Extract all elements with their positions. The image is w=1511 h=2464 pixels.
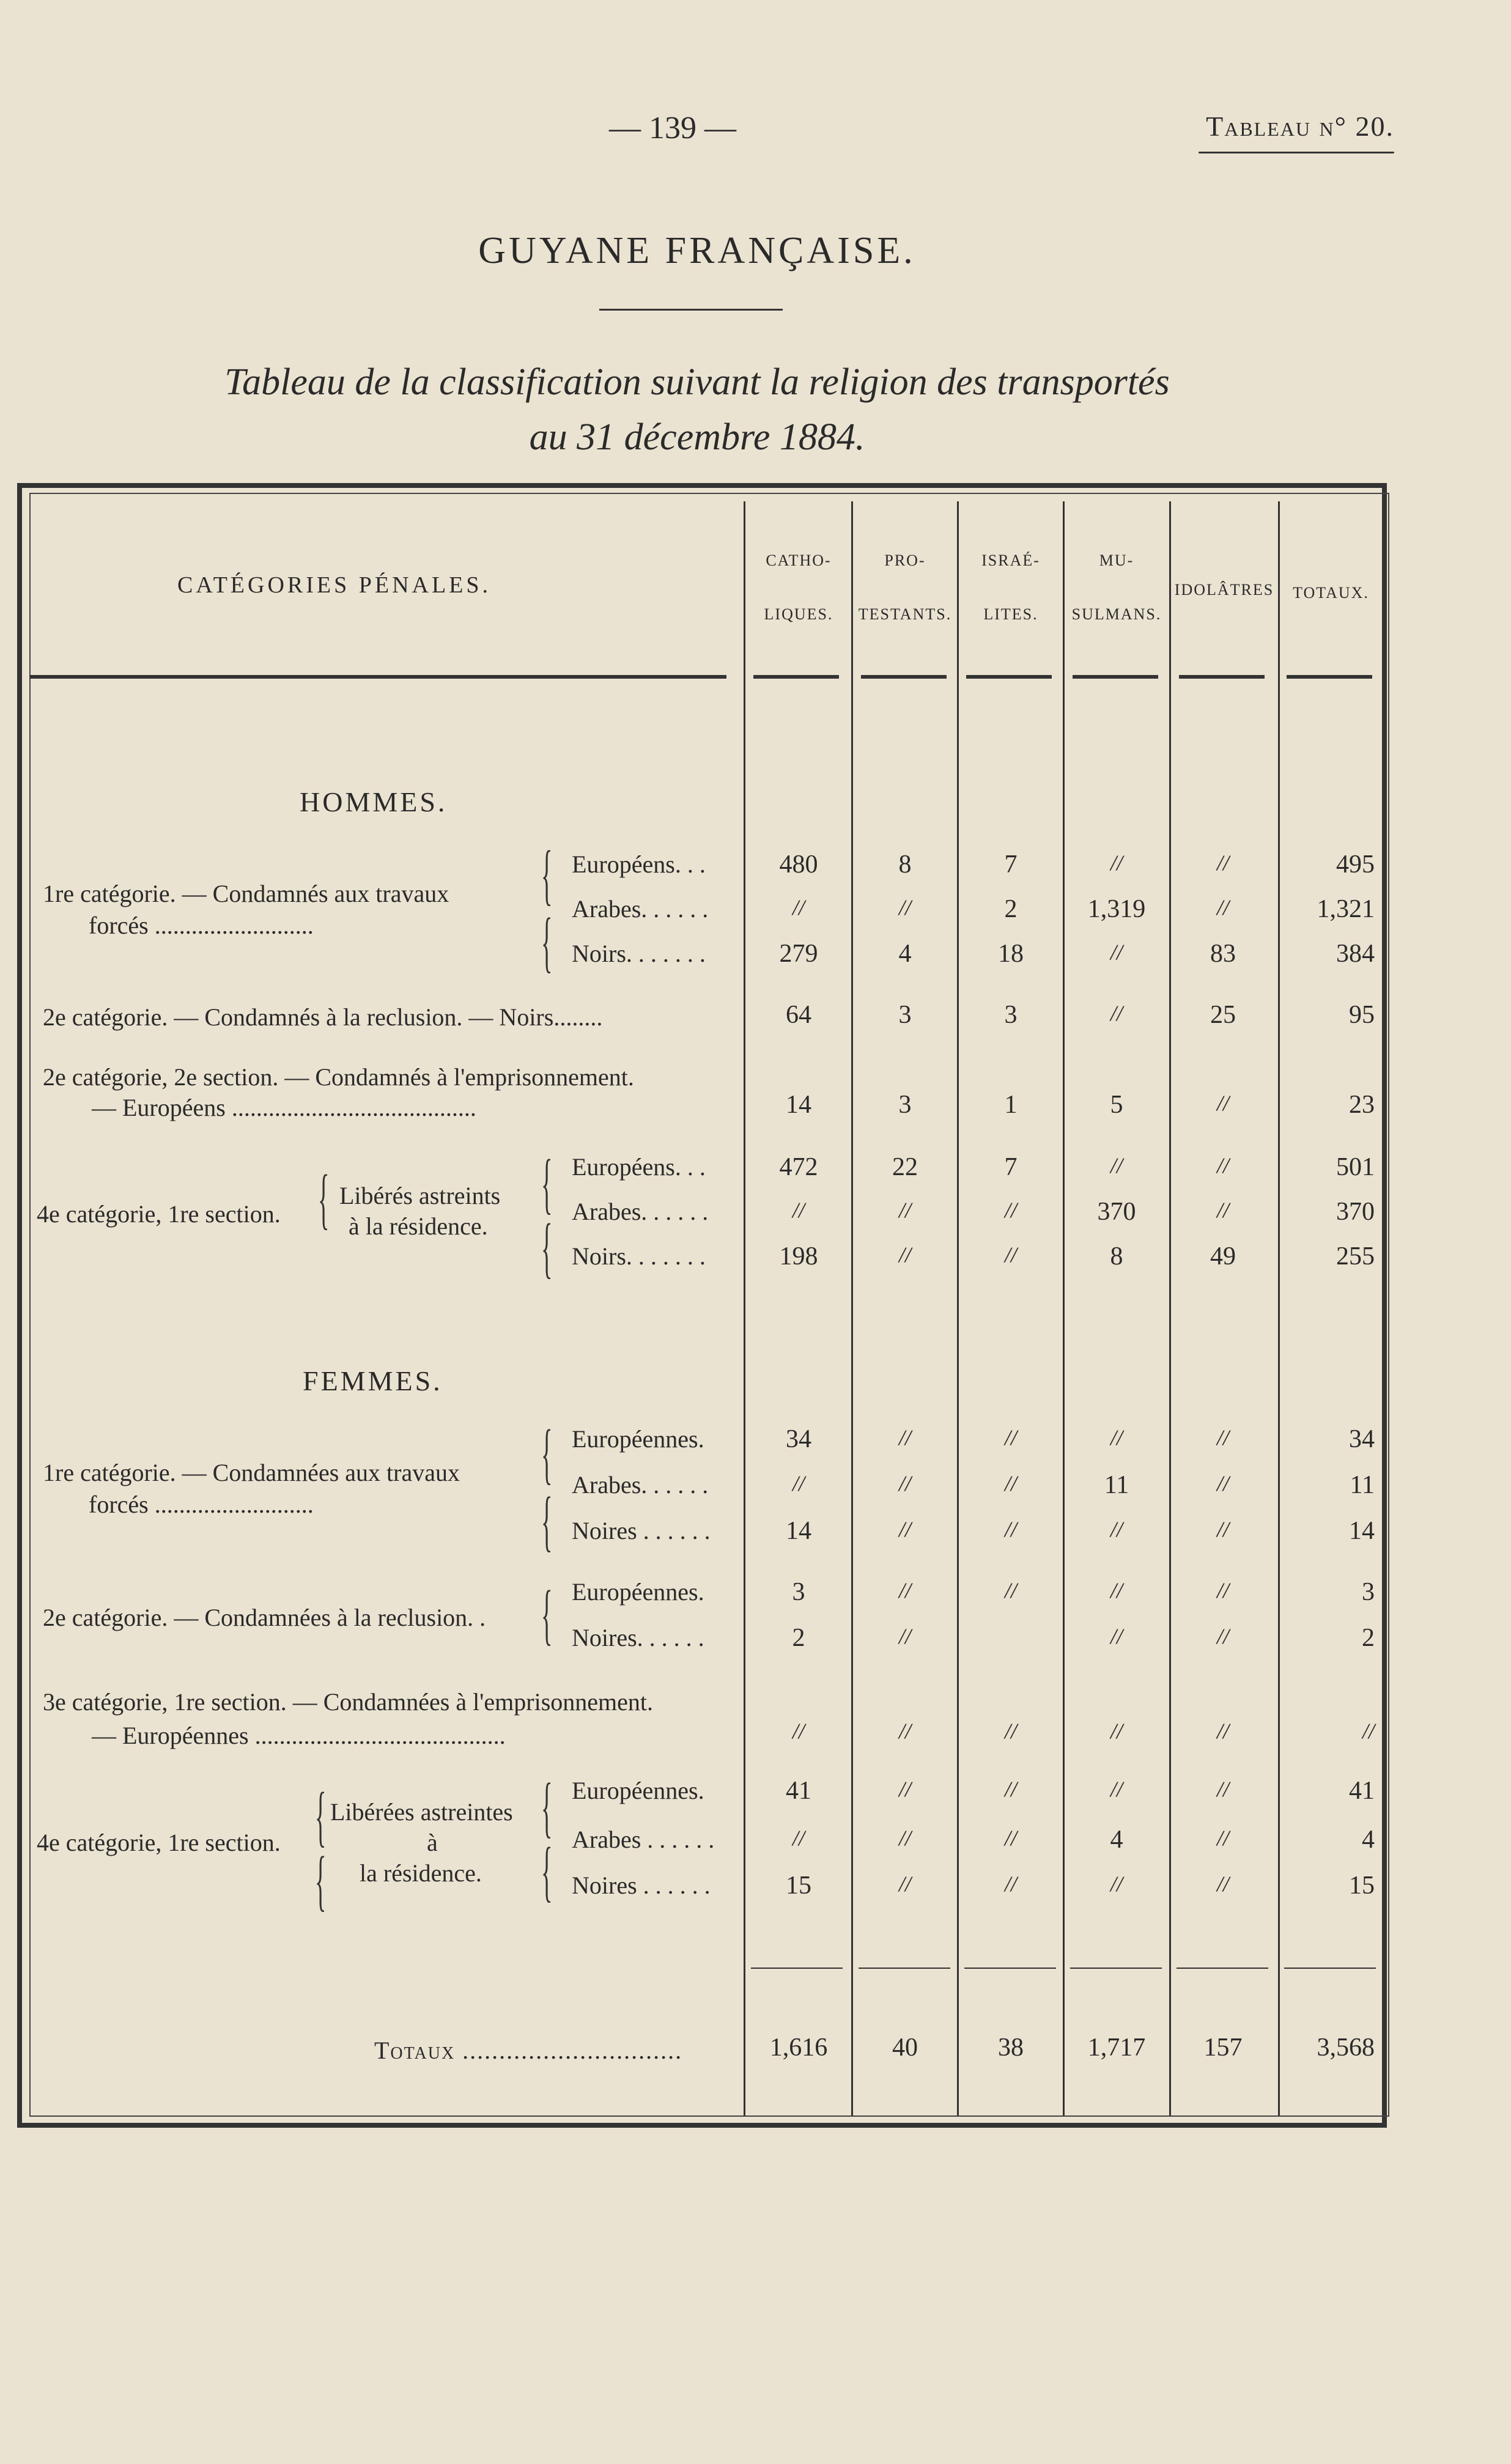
brace-icon: { (541, 1416, 553, 1491)
hommes-value-cell: 1,321 (1317, 895, 1375, 923)
hommes-value-cell: // (1110, 850, 1123, 875)
femmes-value-cell: // (1216, 1425, 1229, 1450)
header-rule (1073, 675, 1158, 679)
femmes-row-label: Noires . . . . . . (572, 1517, 711, 1544)
header-rule (966, 675, 1052, 679)
femmes-value-cell: // (1216, 1777, 1229, 1801)
femmes-row-label: Noires. . . . . . (572, 1624, 704, 1651)
hommes-cat3-line1: 2e catégorie, 2e section. — Condamnés à l'emprisonnement. (43, 1063, 634, 1091)
hommes-value-cell: 95 (1349, 1001, 1375, 1029)
femmes-value-cell: // (1216, 1517, 1229, 1541)
femmes-value-cell: 15 (1349, 1872, 1375, 1900)
hommes-row-label: Arabes. . . . . . (572, 895, 709, 923)
totals-value-cell: 3,568 (1317, 2034, 1375, 2062)
header-catholiques-2: LIQUES. (764, 605, 833, 623)
femmes-value-cell: // (1004, 1826, 1017, 1850)
femmes-value-cell: // (1110, 1719, 1123, 1743)
femmes-value-cell: 11 (1350, 1471, 1375, 1499)
header-catholiques-1: CATHO- (766, 551, 832, 569)
femmes-cat4-label: 4e catégorie, 1re section. (37, 1829, 281, 1856)
hommes-value-cell: // (1004, 1198, 1017, 1222)
femmes-cat2: 2e catégorie. — Condamnées à la reclusion. . (43, 1604, 486, 1631)
header-israelites-2: LITES. (983, 605, 1038, 623)
country-title: GUYANE FRANÇAISE. (478, 230, 916, 271)
hommes-value-cell: 5 (1110, 1091, 1123, 1119)
hommes-cat1-line1: 1re catégorie. — Condamnés aux travaux (43, 880, 449, 907)
section-femmes: FEMMES. (303, 1365, 443, 1396)
femmes-value-cell: // (1004, 1425, 1017, 1450)
brace-icon: { (315, 1779, 327, 1853)
femmes-value-cell: 3 (792, 1578, 805, 1606)
totals-value-cell: 1,616 (769, 2034, 828, 2062)
femmes-value-cell: 14 (786, 1517, 811, 1545)
femmes-value-cell: // (792, 1826, 805, 1850)
hommes-cat1-line2: forcés .......................... (89, 912, 314, 939)
brace-icon: { (318, 1161, 330, 1236)
header-rule (861, 675, 947, 679)
total-rule (1284, 1968, 1376, 1969)
hommes-value-cell: // (1216, 1091, 1229, 1115)
brace-icon: { (541, 1769, 553, 1844)
femmes-row-label: Arabes. . . . . . (572, 1471, 709, 1499)
hommes-value-cell: 3 (898, 1001, 912, 1029)
femmes-cat1-line2: forcés .......................... (89, 1491, 314, 1518)
hommes-value-cell: 1,319 (1087, 895, 1146, 923)
column-divider (851, 501, 853, 2115)
table-title-line1: Tableau de la classification suivant la religion des transportés (224, 361, 1170, 403)
femmes-value-cell: // (1004, 1578, 1017, 1603)
totals-value-cell: 157 (1203, 2034, 1243, 2062)
tableau-reference-text: Tableau n° 20. (1206, 111, 1394, 142)
hommes-value-cell: 25 (1210, 1001, 1236, 1029)
femmes-value-cell: // (1110, 1578, 1123, 1603)
brace-icon: { (541, 1146, 553, 1220)
femmes-value-cell: 3 (1362, 1578, 1375, 1606)
hommes-value-cell: 8 (898, 850, 912, 879)
femmes-value-cell: // (1110, 1777, 1123, 1801)
header-rule (29, 675, 726, 679)
header-musulmans-1: MU- (1099, 551, 1134, 569)
femmes-value-cell: // (792, 1471, 805, 1496)
femmes-value-cell: // (1004, 1471, 1017, 1496)
column-divider (1063, 501, 1065, 2115)
page-number: — 139 — (609, 111, 736, 146)
hommes-row-label: Arabes. . . . . . (572, 1198, 709, 1225)
femmes-value-cell: // (898, 1624, 911, 1648)
hommes-cat2: 2e catégorie. — Condamnés à la reclusion. — Noirs........ (43, 1003, 603, 1031)
femmes-value-cell: // (1216, 1719, 1229, 1743)
femmes-value-cell: // (898, 1719, 911, 1743)
column-divider (1169, 501, 1171, 2115)
tableau-reference-underline (1199, 152, 1394, 153)
hommes-value-cell: 3 (898, 1091, 912, 1119)
hommes-value-cell: 4 (898, 940, 912, 968)
femmes-value-cell: // (1110, 1872, 1123, 1896)
femmes-value-cell: 11 (1104, 1471, 1129, 1499)
femmes-value-cell: 2 (1362, 1624, 1375, 1652)
femmes-cat3-line1: 3e catégorie, 1re section. — Condamnées à l'emprisonnement. (43, 1688, 653, 1716)
hommes-value-cell: // (898, 895, 911, 920)
femmes-value-cell: // (898, 1517, 911, 1541)
hommes-row-label: Européens. . . (572, 1153, 706, 1181)
brace-icon: { (541, 1210, 553, 1285)
brace-icon: { (541, 837, 553, 912)
brace-icon: { (541, 1834, 553, 1908)
header-protestants-1: PRO- (884, 551, 926, 569)
hommes-value-cell: // (1216, 1153, 1229, 1178)
hommes-row-label: Noirs. . . . . . . (572, 1242, 706, 1270)
hommes-value-cell: // (1216, 1198, 1229, 1222)
hommes-value-cell: 23 (1349, 1091, 1375, 1119)
femmes-value-cell: // (1004, 1719, 1017, 1743)
femmes-value-cell: // (898, 1872, 911, 1896)
hommes-value-cell: 480 (779, 850, 818, 879)
total-rule (1070, 1968, 1162, 1969)
header-totaux: TOTAUX. (1293, 584, 1369, 602)
hommes-value-cell: 22 (892, 1153, 918, 1181)
hommes-value-cell: 83 (1210, 940, 1236, 968)
femmes-value-cell: // (1110, 1517, 1123, 1541)
femmes-value-cell: 14 (1349, 1517, 1375, 1545)
hommes-value-cell: // (1110, 940, 1123, 964)
column-divider (957, 501, 959, 2115)
hommes-value-cell: // (898, 1198, 911, 1222)
brace-icon: { (541, 1483, 553, 1558)
header-protestants-2: TESTANTS. (858, 605, 952, 623)
title-rule (599, 309, 783, 311)
femmes-value-cell: // (792, 1719, 805, 1743)
hommes-value-cell: 7 (1004, 1153, 1018, 1181)
totals-value-cell: 1,717 (1087, 2034, 1146, 2062)
femmes-row-label: Européennes. (572, 1578, 704, 1606)
hommes-value-cell: 49 (1210, 1242, 1236, 1271)
femmes-cat4-sub2: à (427, 1829, 438, 1856)
totals-value-cell: 38 (998, 2034, 1024, 2062)
hommes-value-cell: 64 (786, 1001, 811, 1029)
brace-icon: { (315, 1843, 327, 1917)
femmes-cat1-line1: 1re catégorie. — Condamnées aux travaux (43, 1459, 460, 1486)
hommes-value-cell: 18 (998, 940, 1024, 968)
hommes-value-cell: 7 (1004, 850, 1018, 879)
column-divider (744, 501, 745, 2115)
femmes-value-cell: // (1004, 1777, 1017, 1801)
femmes-value-cell: // (1362, 1719, 1375, 1743)
totals-value-cell: 40 (892, 2034, 918, 2062)
header-musulmans-2: SULMANS. (1071, 605, 1162, 623)
hommes-value-cell: 255 (1336, 1242, 1375, 1271)
header-rule (1179, 675, 1265, 679)
femmes-value-cell: // (1216, 1826, 1229, 1850)
total-rule (859, 1968, 950, 1969)
femmes-value-cell: 41 (786, 1777, 811, 1805)
hommes-value-cell: 501 (1336, 1153, 1375, 1181)
column-divider (1278, 501, 1280, 2115)
brace-icon: { (541, 1577, 553, 1651)
header-rule (753, 675, 839, 679)
hommes-cat4-sub1: Libérés astreints (339, 1182, 501, 1209)
femmes-value-cell: 34 (786, 1425, 811, 1453)
femmes-value-cell: // (1216, 1872, 1229, 1896)
hommes-value-cell: // (898, 1242, 911, 1267)
femmes-row-label: Européennes. (572, 1777, 704, 1804)
total-rule (751, 1968, 843, 1969)
hommes-value-cell: 384 (1336, 940, 1375, 968)
hommes-value-cell: 495 (1336, 850, 1375, 879)
table-title-line2: au 31 décembre 1884. (529, 416, 865, 458)
femmes-row-label: Arabes . . . . . . (572, 1826, 715, 1853)
hommes-cat4-sub2: à la résidence. (349, 1212, 488, 1240)
hommes-cat3-line2: — Européens ........................................ (92, 1094, 476, 1121)
hommes-value-cell: 14 (786, 1091, 811, 1119)
femmes-value-cell: // (1216, 1578, 1229, 1603)
femmes-value-cell: 4 (1110, 1826, 1123, 1854)
hommes-value-cell: 8 (1110, 1242, 1123, 1271)
hommes-value-cell: 2 (1004, 895, 1018, 923)
total-rule (1177, 1968, 1268, 1969)
section-hommes: HOMMES. (300, 786, 448, 817)
total-rule (964, 1968, 1056, 1969)
hommes-row-label: Noirs. . . . . . . (572, 940, 706, 967)
femmes-value-cell: // (1110, 1624, 1123, 1648)
femmes-value-cell: 34 (1349, 1425, 1375, 1453)
femmes-value-cell: 41 (1349, 1777, 1375, 1805)
femmes-value-cell: // (1216, 1471, 1229, 1496)
hommes-value-cell: 472 (779, 1153, 818, 1181)
hommes-value-cell: // (1216, 895, 1229, 920)
femmes-value-cell: // (898, 1826, 911, 1850)
hommes-value-cell: 3 (1004, 1001, 1018, 1029)
femmes-cat4-sub1: Libérées astreintes (330, 1798, 513, 1826)
hommes-value-cell: // (1216, 850, 1229, 875)
hommes-value-cell: // (792, 895, 805, 920)
femmes-cat3-line2: — Européennes ......................................... (92, 1722, 506, 1749)
header-categories: CATÉGORIES PÉNALES. (177, 572, 492, 598)
hommes-cat4-label: 4e catégorie, 1re section. (37, 1200, 281, 1228)
header-israelites-1: ISRAÉ- (981, 551, 1040, 569)
femmes-value-cell: // (898, 1425, 911, 1450)
hommes-value-cell: // (792, 1198, 805, 1222)
femmes-value-cell: // (898, 1578, 911, 1603)
femmes-row-label: Européennes. (572, 1425, 704, 1453)
header-idolatres: IDOLÂTRES (1174, 581, 1274, 599)
brace-icon: { (541, 904, 553, 979)
hommes-value-cell: // (1110, 1153, 1123, 1178)
femmes-cat4-sub3: la résidence. (360, 1859, 482, 1887)
totals-label: Totaux .............................. (374, 2037, 683, 2064)
femmes-value-cell: // (898, 1777, 911, 1801)
femmes-row-label: Noires . . . . . . (572, 1872, 711, 1899)
hommes-value-cell: 370 (1336, 1198, 1375, 1226)
femmes-value-cell: // (1004, 1872, 1017, 1896)
hommes-row-label: Européens. . . (572, 850, 706, 878)
hommes-value-cell: 198 (779, 1242, 818, 1271)
femmes-value-cell: // (898, 1471, 911, 1496)
femmes-value-cell: 2 (792, 1624, 805, 1652)
header-rule (1287, 675, 1372, 679)
femmes-value-cell: 4 (1362, 1826, 1375, 1854)
hommes-value-cell: // (1110, 1001, 1123, 1025)
hommes-value-cell: 370 (1097, 1198, 1136, 1226)
hommes-value-cell: 1 (1004, 1091, 1018, 1119)
tableau-reference (1199, 110, 1394, 142)
femmes-value-cell: // (1110, 1425, 1123, 1450)
hommes-value-cell: // (1004, 1242, 1017, 1267)
femmes-value-cell: // (1216, 1624, 1229, 1648)
femmes-value-cell: // (1004, 1517, 1017, 1541)
hommes-value-cell: 279 (779, 940, 818, 968)
femmes-value-cell: 15 (786, 1872, 811, 1900)
